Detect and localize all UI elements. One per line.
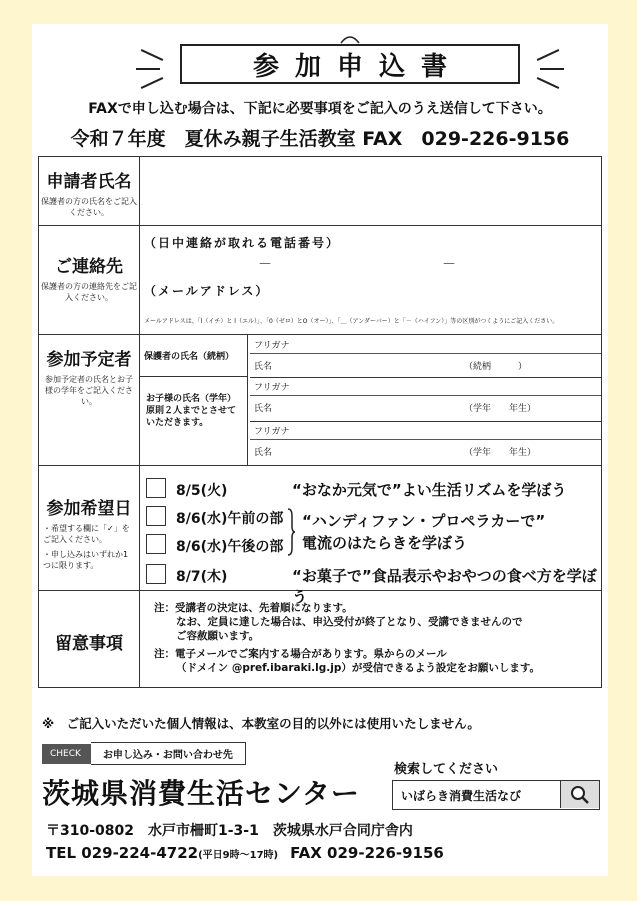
date-label-1: 8/5(火) xyxy=(176,483,228,499)
org-name: 茨城県消費生活センター xyxy=(42,777,360,810)
applicant-note: 保護者の方の氏名をご記入ください。 xyxy=(41,197,137,217)
fax-title-number: 令和７年度 夏休み親子生活教室 FAX 029-226-9156 xyxy=(70,128,570,150)
date-label-2: 8/6(水)午前の部 xyxy=(176,511,284,527)
child2-name-label: 氏名 xyxy=(254,448,273,458)
date-checkbox-3[interactable] xyxy=(146,534,166,554)
dates-label: 参加希望日 xyxy=(46,499,132,519)
page-title: 参加申込書 xyxy=(180,44,520,84)
guardian-furigana-row[interactable] xyxy=(250,335,601,354)
contact-tag: お申し込み・お問い合わせ先 xyxy=(91,742,246,765)
contact-note: 保護者の方の連絡先をご記入ください。 xyxy=(41,282,137,302)
guardian-name-label: 氏名 xyxy=(254,362,273,372)
contact-label: ご連絡先 xyxy=(55,257,123,277)
date-label-3: 8/6(水)午後の部 xyxy=(176,539,284,555)
note-1c: ご容赦願います。 xyxy=(176,630,260,642)
phone-field[interactable] xyxy=(144,250,584,276)
check-badge: CHECK xyxy=(42,744,91,764)
application-form xyxy=(38,156,602,688)
dates-note-2: ・申し込みはいずれか1つに限ります。 xyxy=(43,550,129,570)
note-2b: （ドメイン @pref.ibaraki.lg.jp）が受信できるよう設定をお願いします。 xyxy=(176,662,541,674)
phone-dash-2: － xyxy=(442,257,456,273)
event-label-1: “おなか元気で”よい生活リズムを学ぼう xyxy=(292,481,567,499)
event-label-2: “ハンディファン・プロペラカーで” xyxy=(302,512,546,530)
notes-row xyxy=(39,591,601,687)
guardian-relation: （続柄 ） xyxy=(464,362,528,372)
child2-name-row[interactable] xyxy=(250,439,601,465)
child1-name-label: 氏名 xyxy=(254,404,273,414)
tel-number: TEL 029-224-4722 xyxy=(46,844,199,862)
note-1b: なお、定員に達した場合は、申込受付が終了となり、受講できませんので xyxy=(176,616,523,628)
guardian-name-row[interactable] xyxy=(250,353,601,378)
applicant-row xyxy=(39,157,601,226)
applicant-label-cell xyxy=(39,157,140,225)
notes-label-cell xyxy=(39,591,140,687)
title-area xyxy=(180,38,520,84)
fax-instruction: FAXで申し込む場合は、下記に必要事項をご記入のうえ送信して下さい。 xyxy=(88,101,552,117)
search-icon xyxy=(570,785,590,805)
address: 〒310-0802 水戸市柵町1-3-1 茨城県水戸合同庁舎内 xyxy=(46,823,413,839)
dates-cell xyxy=(140,466,601,606)
participants-note: 参加予定者の氏名とお子様の学年をご記入ください。 xyxy=(45,375,133,406)
application-sheet xyxy=(32,24,608,876)
participants-label-cell xyxy=(39,335,140,465)
phone-label: （日中連絡が取れる電話番号） xyxy=(144,236,341,250)
search-prompt: 検索してください xyxy=(394,762,499,777)
child1-grade: （学年 年生） xyxy=(464,404,537,414)
guardian-furigana-label: フリガナ xyxy=(254,341,290,351)
tel-fax-line xyxy=(46,844,622,862)
date-checkbox-2[interactable] xyxy=(146,506,166,526)
contact-cell xyxy=(140,226,601,334)
contact-header xyxy=(42,742,246,765)
brace-icon xyxy=(286,508,296,556)
dates-row xyxy=(39,466,601,606)
fax-number: FAX 029-226-9156 xyxy=(290,844,444,862)
note-2a: 注：電子メールでご案内する場合があります。県からのメール xyxy=(154,648,447,660)
participants-row xyxy=(39,335,601,466)
search-box[interactable] xyxy=(392,780,600,810)
date-checkbox-1[interactable] xyxy=(146,478,166,498)
date-checkbox-4[interactable] xyxy=(146,564,166,584)
title-ornament-icon xyxy=(340,34,360,44)
search-button[interactable] xyxy=(560,781,599,808)
privacy-note: ※ ご記入いただいた個人情報は、本教室の目的以外には使用いたしません。 xyxy=(42,716,480,731)
phone-dash-1: － xyxy=(258,257,272,273)
note-1a: 注：受講者の決定は、先着順になります。 xyxy=(154,602,353,614)
notes-label: 留意事項 xyxy=(55,634,123,654)
child1-name-row[interactable] xyxy=(250,395,601,422)
dates-label-cell xyxy=(39,466,140,590)
child1-furigana-row[interactable] xyxy=(250,377,601,396)
child1-furigana-label: フリガナ xyxy=(254,383,290,393)
guardian-label: 保護者の氏名（続柄） xyxy=(140,335,248,377)
search-text: いばらき消費生活なび xyxy=(401,789,522,803)
email-field[interactable] xyxy=(144,296,584,314)
child2-furigana-row[interactable] xyxy=(250,421,601,440)
email-label: （メールアドレス） xyxy=(144,284,270,298)
notes-cell xyxy=(140,591,601,687)
applicant-label: 申請者氏名 xyxy=(46,172,132,192)
child2-grade: （学年 年生） xyxy=(464,448,537,458)
office-hours: (平日9時～17時) xyxy=(198,850,279,861)
child-label: お子様の氏名（学年）原則２人までとさせていただきます。 xyxy=(140,377,248,465)
participants-label: 参加予定者 xyxy=(46,350,132,370)
event-label-3: 電流のはたらきを学ぼう xyxy=(302,534,468,552)
email-note: メールアドレスは、「l（イチ）と l（エル）」、「0（ゼロ）とO（オー）」、「＿（アンダーバー）と「－（ハイフン）」等の区別がつくようにご記入ください。 xyxy=(144,318,559,325)
applicant-name-field[interactable] xyxy=(140,157,601,225)
date-label-4: 8/7(木) xyxy=(176,569,228,585)
child2-furigana-label: フリガナ xyxy=(254,427,290,437)
event-label-4: “お菓子で”食品表示やおやつの食べ方を学ぼう xyxy=(292,567,597,606)
contact-label-cell xyxy=(39,226,140,334)
contact-row xyxy=(39,226,601,335)
dates-note-1: ・希望する欄に「✓」をご記入ください。 xyxy=(43,524,130,544)
participants-cell xyxy=(140,335,601,465)
